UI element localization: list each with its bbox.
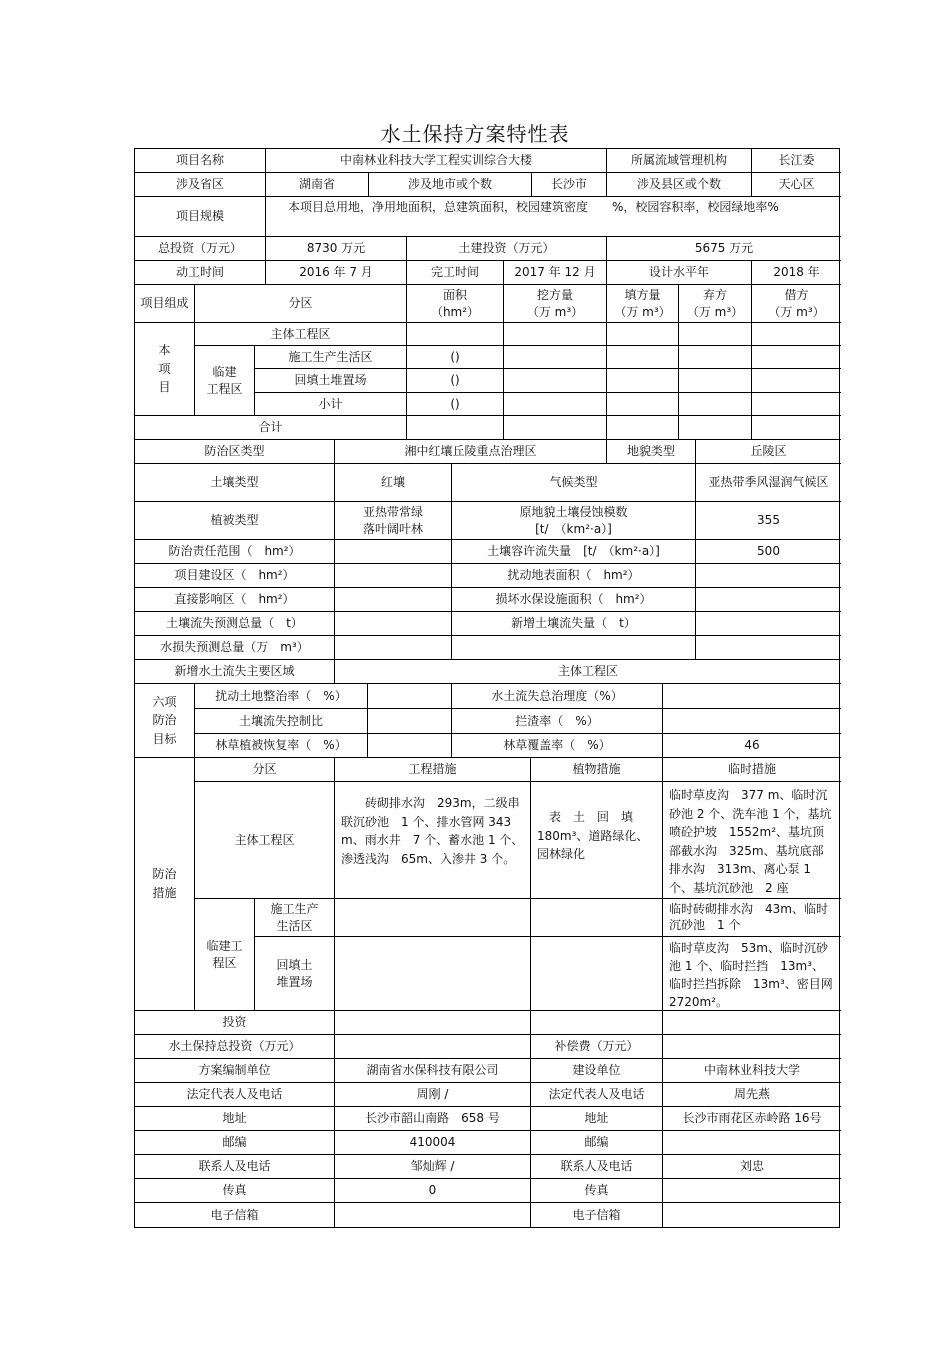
build-area [335,564,452,588]
camp-engineering [335,899,531,937]
damage-area-label: 损坏水保设施面积（ hm²） [452,588,696,612]
allowable-loss-label: 土壤容许流失量 [t/ （km²·a）] [452,540,696,564]
province-label: 涉及省区 [135,173,266,197]
compensation [663,1035,841,1059]
builder-email [663,1203,841,1227]
civil-invest: 5675 万元 [607,237,841,261]
fill-plant [531,937,663,1011]
county-label: 涉及县区或个数 [607,173,752,197]
total-wsc-invest-label: 水土保持总投资（万元） [135,1035,335,1059]
finish-date: 2017 年 12 月 [504,261,607,285]
fill-engineering [335,937,531,1011]
temp-row-area: () [407,393,504,416]
project-name: 中南林业科技大学工程实训综合大楼 [266,149,607,173]
main-zone-waste [679,323,752,346]
zip-label: 邮编 [135,1131,335,1155]
start-date: 2016 年 7 月 [266,261,407,285]
temp-row-name: 施工生产生活区 [255,346,407,369]
project-scale: 本项目总用地，净用地面积，总建筑面积，校园建筑密度 %，校园容积率，校园绿地率% [266,197,841,237]
main-zone-fill [607,323,679,346]
climate-label: 气候类型 [452,464,696,502]
table-cell [696,636,841,660]
main-zone-dig [504,323,607,346]
author-fax: 0 [335,1179,531,1203]
start-label: 动工时间 [135,261,266,285]
temp-row-area: () [407,369,504,393]
vegetation-type: 亚热带常绿 落叶阔叶林 [335,502,452,540]
builder-address: 长沙市雨花区赤岭路 16号 [663,1107,841,1131]
zone-type-label: 防治区类型 [135,440,335,464]
rep-label: 法定代表人及电话 [135,1083,335,1107]
author-email [335,1203,531,1227]
builder-label: 建设单位 [531,1059,663,1083]
table-cell [607,393,679,416]
builder-contact: 刘忠 [663,1155,841,1179]
table-cell [752,369,841,393]
design-year: 2018 年 [752,261,841,285]
total-invest: 8730 万元 [266,237,407,261]
new-loss [696,612,841,636]
table-cell [452,636,696,660]
fill-zone-label: 回填土 堆置场 [255,937,335,1011]
invest-plant [531,1011,663,1035]
city: 长沙市 [532,173,607,197]
temporary-header: 临时措施 [663,758,841,782]
soil-loss [335,612,452,636]
author-address: 长沙市韶山南路 658 号 [335,1107,531,1131]
temp-zone-label: 临建 工程区 [195,346,255,416]
main-engineering-measures: 砖砌排水沟 293m，二级串联沉砂池 1 个、排水管网 343 m、雨水井 7 个、蓄水池 1 个、渗透浅沟 65m、入渗井 3 个。 [335,782,531,899]
landform-label: 地貌类型 [607,440,696,464]
build-area-label: 项目建设区（ hm²） [135,564,335,588]
target-label: 土壤流失控制比 [195,709,368,734]
author-unit: 湖南省水保科技有限公司 [335,1059,531,1083]
table-cell [407,416,504,440]
province: 湖南省 [266,173,369,197]
document-title: 水土保持方案特性表 [380,122,570,146]
target-value: 46 [663,734,841,758]
measures-zone-header: 分区 [195,758,335,782]
email-label: 电子信箱 [135,1203,335,1227]
table-cell [504,393,607,416]
author-zip: 410004 [335,1131,531,1155]
county: 天心区 [752,173,841,197]
waste-header: 弃方 （万 m³） [679,285,752,323]
water-loss-label: 水损失预测总量（万 m³） [135,636,335,660]
builder-unit: 中南林业科技大学 [663,1059,841,1083]
target-value [663,709,841,734]
table-cell [679,416,752,440]
fill-header: 填方量 （万 m³） [607,285,679,323]
rep-label: 法定代表人及电话 [531,1083,663,1107]
disturb-area [696,564,841,588]
builder-fax [663,1179,841,1203]
dig-header: 挖方量 （万 m³） [504,285,607,323]
this-project-label: 本 项 目 [135,323,195,416]
address-label: 地址 [531,1107,663,1131]
allowable-loss: 500 [696,540,841,564]
compensation-label: 补偿费（万元） [531,1035,663,1059]
main-temporary-measures: 临时草皮沟 377 m、临时沉砂池 2 个、洗车池 1 个，基坑喷砼护坡 1552m²、基坑顶部截水沟 325m、基坑底部排水沟 313m、离心泵 1 个、基坑沉砂池 2 座 [663,782,841,899]
direct-impact-label: 直接影响区（ hm²） [135,588,335,612]
invest-engineering [335,1011,531,1035]
zone-header: 分区 [195,285,407,323]
design-year-label: 设计水平年 [607,261,752,285]
new-area: 主体工程区 [335,660,841,684]
target-value [368,709,452,734]
target-label: 拦渣率（ %） [452,709,663,734]
main-zone-borrow [752,323,841,346]
camp-plant [531,899,663,937]
total-invest-label: 总投资（万元） [135,237,266,261]
email-label: 电子信箱 [531,1203,663,1227]
finish-label: 完工时间 [407,261,504,285]
basin-org-label: 所属流域管理机构 [607,149,752,173]
table-cell [752,416,841,440]
soil-loss-label: 土壤流失预测总量（ t） [135,612,335,636]
erosion-modulus-label: 原地貌土壤侵蚀模数 [t/ （km²·a）] [452,502,696,540]
landform: 丘陵区 [696,440,841,464]
direct-impact [335,588,452,612]
fill-temporary-measures: 临时草皮沟 53m、临时沉砂池 1 个、临时拦挡 13m³、临时拦挡拆除 13m³、密目网 2720m²。 [663,937,841,1011]
measures-label: 防治 措施 [135,758,195,1011]
water-loss [335,636,452,660]
target-label: 水土流失总治理度（%） [452,684,663,709]
new-area-label: 新增水土流失主要区域 [135,660,335,684]
table-cell [679,346,752,369]
scale-label: 项目规模 [135,197,266,237]
contact-label: 联系人及电话 [531,1155,663,1179]
temp-row-area: () [407,346,504,369]
target-value [368,734,452,758]
project-name-label: 项目名称 [135,149,266,173]
target-label: 扰动土地整治率（ %） [195,684,368,709]
table-cell [607,369,679,393]
contact-label: 联系人及电话 [135,1155,335,1179]
author-label: 方案编制单位 [135,1059,335,1083]
table-cell [504,346,607,369]
fax-label: 传真 [531,1179,663,1203]
target-value [663,684,841,709]
climate-type: 亚热带季风湿润气候区 [696,464,841,502]
temp-row-name: 回填土堆置场 [255,369,407,393]
table-cell [607,416,679,440]
city-label: 涉及地市或个数 [369,173,532,197]
soil-type: 红壤 [335,464,452,502]
table-cell [607,346,679,369]
main-zone-measures-label: 主体工程区 [195,782,335,899]
responsibility-range [335,540,452,564]
basin-org: 长江委 [752,149,841,173]
damage-area [696,588,841,612]
table-cell [504,416,607,440]
total-label: 合计 [135,416,407,440]
engineering-header: 工程措施 [335,758,531,782]
target-label: 林草植被恢复率（ %） [195,734,368,758]
zip-label: 邮编 [531,1131,663,1155]
table-cell [752,393,841,416]
temp-row-name: 小计 [255,393,407,416]
target-label: 林草覆盖率（ %） [452,734,663,758]
author-contact: 邹灿辉 / [335,1155,531,1179]
main-zone-area [407,323,504,346]
invest-temporary [663,1011,841,1035]
main-plant-measures: 表 土 回 填 180m³、道路绿化、园林绿化 [531,782,663,899]
zone-type: 湘中红壤丘陵重点治理区 [335,440,607,464]
soil-label: 土壤类型 [135,464,335,502]
characteristics-table [134,148,840,1228]
total-wsc-invest [335,1035,531,1059]
author-rep: 周刚 / [335,1083,531,1107]
plant-header: 植物措施 [531,758,663,782]
temp-group-label: 临建工 程区 [195,899,255,1011]
vegetation-label: 植被类型 [135,502,335,540]
composition-group-header: 项目组成 [135,285,195,323]
camp-temporary-measures: 临时砖砌排水沟 43m、临时沉砂池 1 个 [663,899,841,937]
borrow-header: 借方 （万 m³） [752,285,841,323]
table-cell [504,369,607,393]
civil-invest-label: 土建投资（万元） [407,237,607,261]
camp-zone-label: 施工生产 生活区 [255,899,335,937]
builder-zip [663,1131,841,1155]
targets-label: 六项 防治 目标 [135,684,195,758]
main-zone-label: 主体工程区 [195,323,407,346]
table-cell [679,393,752,416]
table-cell [679,369,752,393]
new-loss-label: 新增土壤流失量（ t） [452,612,696,636]
target-value [368,684,452,709]
responsibility-range-label: 防治责任范围（ hm²） [135,540,335,564]
invest-label: 投资 [135,1011,335,1035]
disturb-area-label: 扰动地表面积（ hm²） [452,564,696,588]
address-label: 地址 [135,1107,335,1131]
table-cell [752,346,841,369]
erosion-modulus: 355 [696,502,841,540]
builder-rep: 周先燕 [663,1083,841,1107]
area-header: 面积 （hm²） [407,285,504,323]
fax-label: 传真 [135,1179,335,1203]
